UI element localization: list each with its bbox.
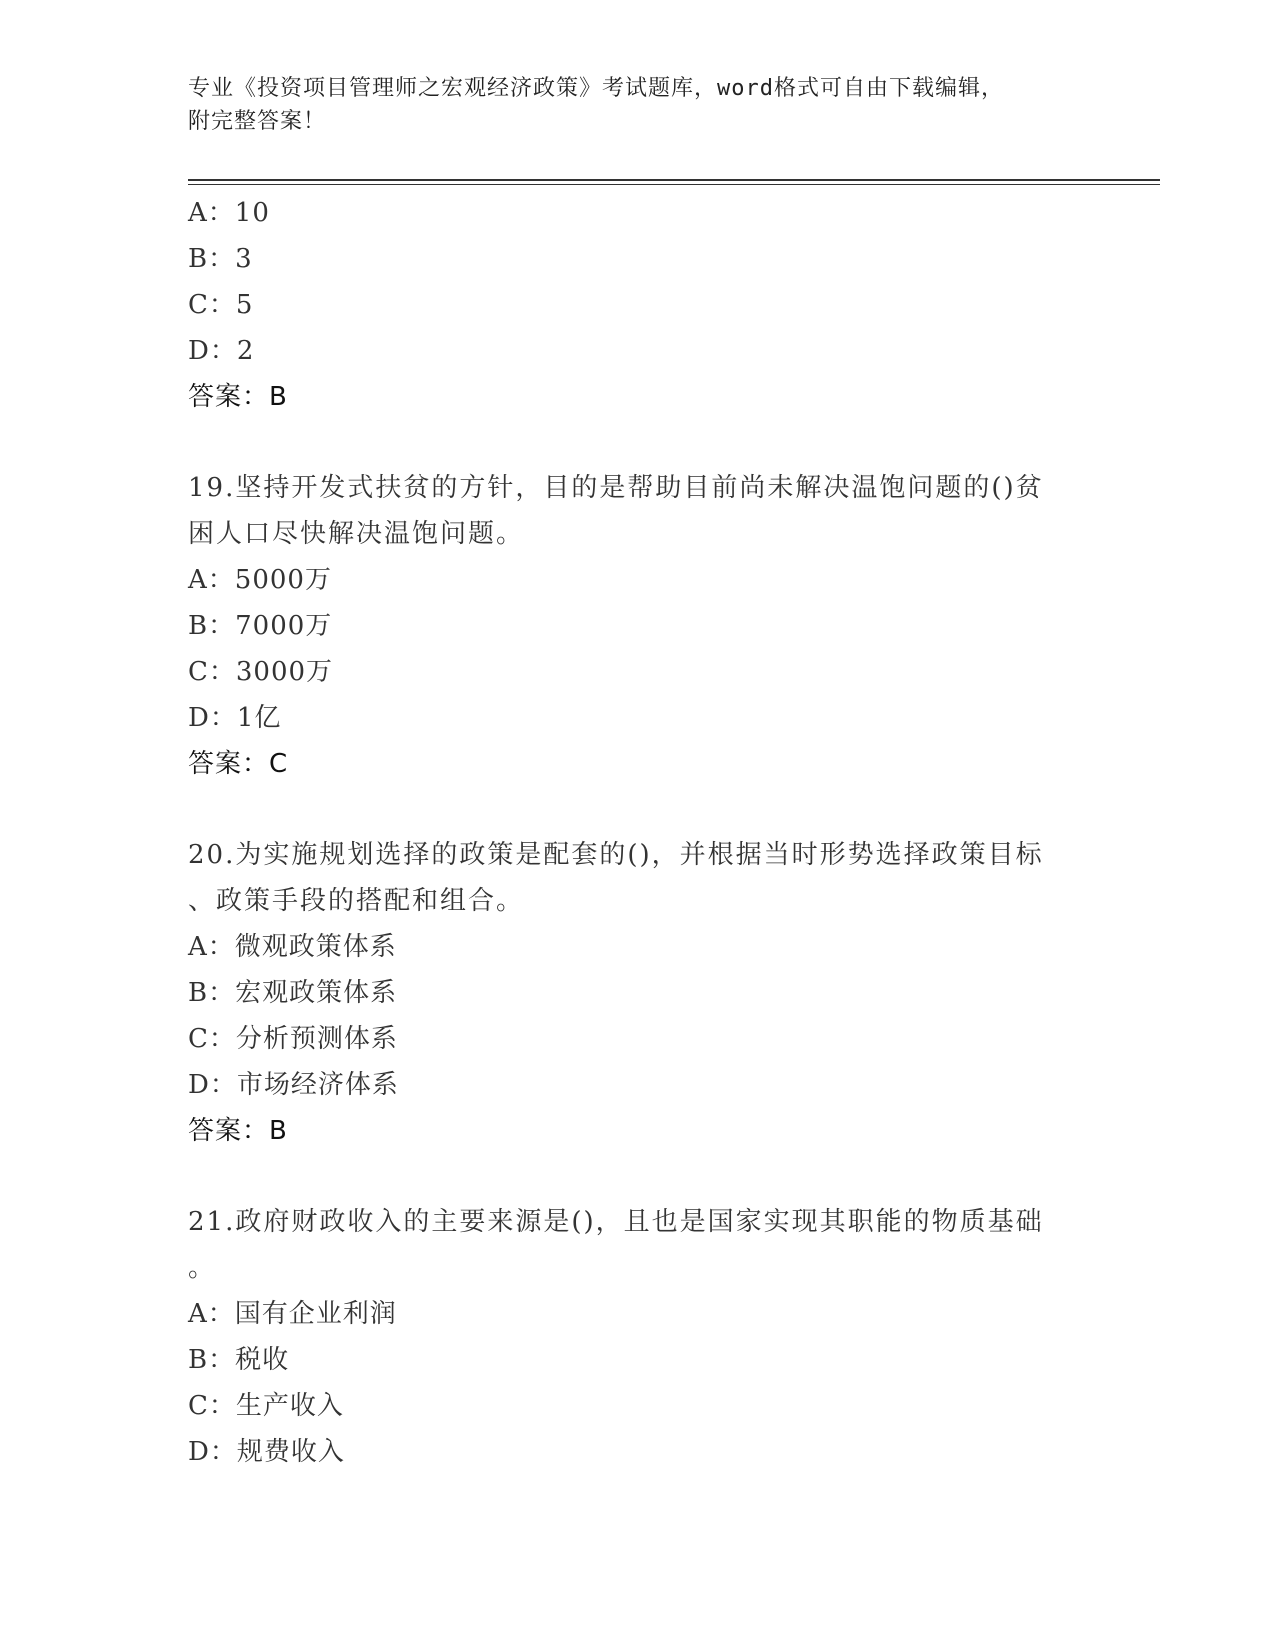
question-text-line-2: 困人口尽快解决温饱问题。 <box>188 519 525 549</box>
question-18 <box>188 190 1088 420</box>
option-c: C：3000万 <box>188 657 334 687</box>
option-a: A：国有企业利润 <box>188 1299 397 1329</box>
question-text-line-1: 21.政府财政收入的主要来源是()，且也是国家实现其职能的物质基础 <box>188 1207 1044 1237</box>
question-text-line-2: 、政策手段的搭配和组合。 <box>188 886 525 916</box>
header-divider <box>188 179 1160 181</box>
answer: 答案：C <box>188 749 289 779</box>
option-d: D：1亿 <box>188 703 282 733</box>
option-d: D：2 <box>188 336 255 366</box>
question-text-line-1: 19.坚持开发式扶贫的方针，目的是帮助目前尚未解决温饱问题的()贫 <box>188 473 1044 503</box>
document-header <box>188 72 1068 138</box>
question-21 <box>188 1199 1088 1475</box>
option-d: D：市场经济体系 <box>188 1070 399 1100</box>
option-d: D：规费收入 <box>188 1437 345 1467</box>
option-b: B：宏观政策体系 <box>188 978 398 1008</box>
question-text-line-2: 。 <box>188 1253 217 1283</box>
answer: 答案：B <box>188 1116 288 1146</box>
question-20 <box>188 832 1088 1154</box>
header-line-1: 专业《投资项目管理师之宏观经济政策》考试题库，word格式可自由下载编辑， <box>188 76 1004 101</box>
option-b: B：税收 <box>188 1345 290 1375</box>
question-list <box>188 190 1088 1475</box>
option-b: B：7000万 <box>188 611 333 641</box>
option-a: A：10 <box>188 198 270 228</box>
option-a: A：5000万 <box>188 565 332 595</box>
answer: 答案：B <box>188 382 288 412</box>
question-19 <box>188 465 1088 787</box>
question-text-line-1: 20.为实施规划选择的政策是配套的()，并根据当时形势选择政策目标 <box>188 840 1044 870</box>
header-line-2: 附完整答案！ <box>188 109 327 134</box>
option-a: A：微观政策体系 <box>188 932 397 962</box>
header-divider-thin <box>188 184 1160 185</box>
option-c: C：5 <box>188 290 254 320</box>
option-c: C：分析预测体系 <box>188 1024 398 1054</box>
option-b: B：3 <box>188 244 253 274</box>
option-c: C：生产收入 <box>188 1391 344 1421</box>
